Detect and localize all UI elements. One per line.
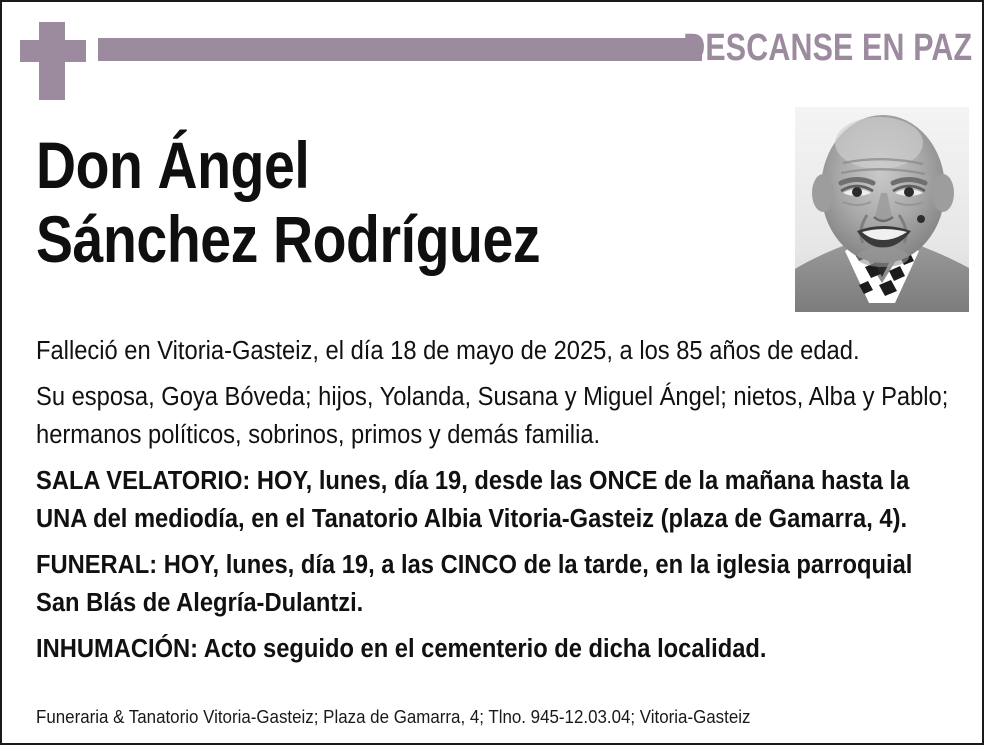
paragraph-inhumacion: INHUMACIÓN: Acto seguido en el cementerio de dicha localidad. (36, 635, 767, 663)
paragraph-sala-velatorio: SALA VELATORIO: HOY, lunes, día 19, desde las ONCE de la mañana hasta la UNA del mediodía, en el Tanatorio Albia Vitoria-Gasteiz (plaza de Gamarra, 4). (36, 467, 910, 533)
name-line-last: Sánchez Rodríguez (36, 202, 541, 276)
deceased-name (36, 128, 766, 276)
paragraph-funeral: FUNERAL: HOY, lunes, día 19, a las CINCO de la tarde, en la iglesia parroquial San Blás de Alegría-Dulantzi. (36, 551, 913, 617)
header-band (2, 2, 984, 102)
name-line-first: Don Ángel (36, 128, 310, 202)
funeral-home-footer: Funeraria & Tanatorio Vitoria-Gasteiz; Plaza de Gamarra, 4; Tlno. 945-12.03.04; Vitoria-Gasteiz (36, 707, 751, 727)
paragraph-family: Su esposa, Goya Bóveda; hijos, Yolanda, Susana y Miguel Ángel; nietos, Alba y Pablo; hermanos políticos, sobrinos, primos y demás familia. (36, 383, 949, 449)
paragraph-death: Falleció en Vitoria-Gasteiz, el día 18 de mayo de 2025, a los 85 años de edad. (36, 337, 860, 365)
header-rule (98, 38, 702, 61)
rest-in-peace-text: DESCANSE EN PAZ (683, 27, 972, 69)
latin-cross-icon (20, 22, 86, 100)
portrait-photo-graphic (795, 107, 969, 312)
body-copy (36, 332, 956, 676)
portrait-photo (795, 107, 969, 312)
cross-horizontal-bar (20, 40, 86, 62)
